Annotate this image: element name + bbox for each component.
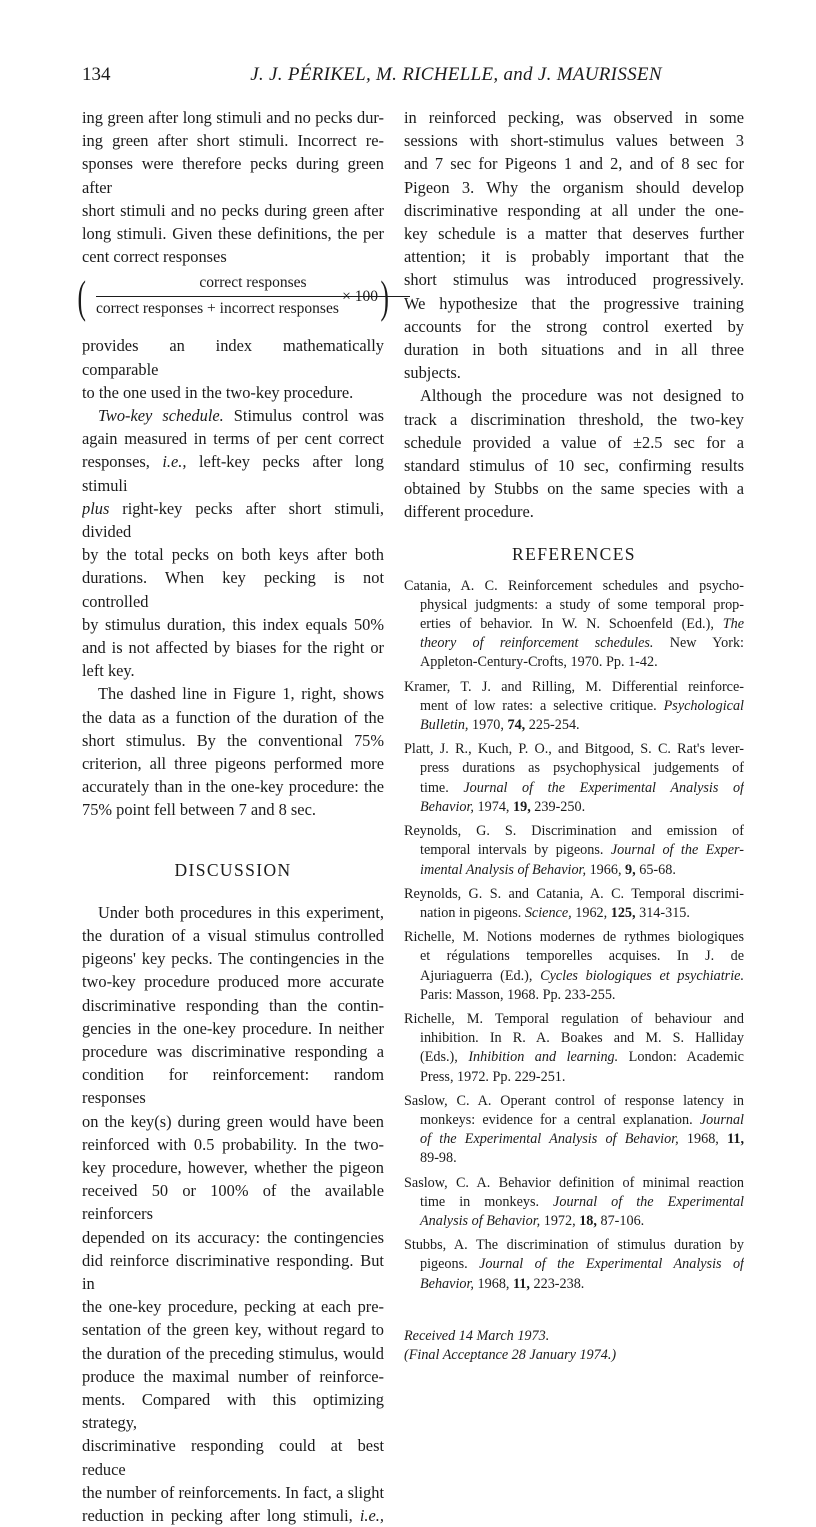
received-date: Received 14 March 1973.: [404, 1327, 550, 1344]
text-line: The dashed line in Figure 1, right, shows: [98, 684, 384, 704]
running-title-authors: J. J. PÉRIKEL, M. RICHELLE, and J. MAURISSEN: [250, 64, 662, 85]
reference-entry: [404, 885, 744, 923]
text-line: discriminative responding than the contin-: [82, 995, 384, 1015]
text-line: short stimulus. By the conventional 75%: [82, 730, 384, 750]
reference-line: Behavior, 1968, 11, 223-238.: [420, 1275, 585, 1292]
reference-entry: [404, 928, 744, 1005]
reference-line: Appleton-Century-Crofts, 1970. Pp. 1-42.: [420, 654, 658, 671]
reference-line: Ajuriaguerra (Ed.), Cycles biologiques et psychiatrie.: [420, 967, 744, 984]
text-line: condition for reinforcement: random responses: [82, 1065, 384, 1108]
text-line: schedule provided a value of ±2.5 sec for a: [404, 432, 744, 452]
reference-line: Analysis of Behavior, 1972, 18, 87-106.: [420, 1212, 645, 1229]
text-line: provides an index mathematically comparable: [82, 336, 384, 379]
reference-line: imental Analysis of Behavior, 1966, 9, 65-68.: [420, 861, 676, 878]
percent-correct-formula: [77, 271, 389, 328]
text-line: accurately than in the one-key procedure: the: [82, 777, 384, 797]
final-acceptance-date: (Final Acceptance 28 January 1974.): [404, 1346, 617, 1363]
reference-line: erties of behavior. In W. N. Schoenfeld (Ed.), The: [420, 616, 744, 633]
text-line: on the key(s) during green would have been: [82, 1111, 384, 1131]
reference-line: pigeons. Journal of the Experimental Analysis of: [420, 1256, 744, 1273]
text-line: durations. When key pecking is not controlled: [82, 568, 384, 611]
run-in-heading: Two-key schedule.: [98, 406, 224, 426]
reference-line: Platt, J. R., Kuch, P. O., and Bitgood, S. C. Rat's lever-: [404, 741, 744, 758]
text-line: the number of reinforcements. In fact, a slight: [82, 1482, 384, 1502]
text-line: obtained by Stubbs on the same species with a: [404, 479, 744, 499]
text-line: did reinforce discriminative responding. But in: [82, 1250, 384, 1293]
text-line: long stimuli. Given these definitions, the per: [82, 224, 384, 244]
formula-denominator: correct responses + incorrect responses: [96, 300, 339, 318]
discussion-heading: DISCUSSION: [174, 859, 292, 880]
text-line: ing green after long stimuli and no pecks dur-: [82, 108, 384, 127]
text-line: the data as a function of the duration of the: [82, 707, 384, 727]
reference-line: time. Journal of the Experimental Analysis of: [420, 779, 744, 796]
text-line: short stimuli and no pecks during green after: [82, 200, 384, 220]
text-line: pigeons' key pecks. The contingencies in the: [82, 949, 384, 969]
reference-line: time in monkeys. Journal of the Experimental: [420, 1193, 744, 1210]
text-line: responses, i.e., left-key pecks after long stimuli: [82, 452, 384, 495]
reference-line: inhibition. In R. A. Boakes and M. S. Halliday: [420, 1030, 744, 1047]
text-line: reduction in pecking after long stimuli, i.e.,: [82, 1505, 384, 1525]
text-line: received 50 or 100% of the available reinforcers: [82, 1181, 384, 1224]
text-line: ments. Compared with this optimizing strategy,: [82, 1389, 384, 1433]
reference-entry: [404, 740, 744, 817]
text-line: track a discrimination threshold, the two-key: [404, 409, 744, 429]
reference-line: (Eds.), Inhibition and learning. London: Academic: [420, 1049, 744, 1066]
text-line: the duration of the preceding stimulus, would: [82, 1343, 384, 1363]
reference-line: Richelle, M. Temporal regulation of behaviour and: [404, 1010, 744, 1027]
text-line: Two-key schedule. Stimulus control was: [98, 406, 384, 426]
text-line: and 7 sec for Pigeons 1 and 2, and of 8 sec for: [404, 154, 744, 174]
reference-entry: [404, 822, 744, 880]
reference-line: monkeys: evidence for a central explanation. Journal: [420, 1111, 744, 1128]
text-line: the duration of a visual stimulus controlled: [82, 925, 384, 945]
text-line: Although the procedure was not designed to: [420, 386, 744, 406]
reference-line: Reynolds, G. S. Discrimination and emission of: [404, 823, 744, 840]
reference-line: 89-98.: [420, 1150, 457, 1167]
paragraph-discussion: [82, 901, 384, 1527]
reference-line: temporal intervals by pigeons. Journal of the Exper-: [420, 842, 744, 859]
text-line: produce the maximal number of reinforce-: [82, 1366, 384, 1386]
text-line: reinforced with 0.5 probability. In the two-: [82, 1134, 384, 1154]
text-line: different procedure.: [404, 502, 534, 522]
formula-multiplier: × 100: [342, 288, 378, 306]
text-line: standard stimulus of 10 sec, confirming results: [404, 456, 744, 476]
reference-line: of the Experimental Analysis of Behavior, 1968, 11,: [420, 1131, 744, 1148]
text-line: depended on its accuracy: the contingencies: [82, 1227, 384, 1247]
text-line: discriminative responding at all under the one-: [404, 200, 744, 220]
text-line: 75% point fell between 7 and 8 sec.: [82, 800, 316, 820]
text-line: sessions with short-stimulus values between 3: [404, 131, 744, 151]
reference-entry: [404, 1092, 744, 1169]
text-line: and is not affected by biases for the right or: [82, 638, 384, 658]
reference-line: physical judgments: a study of some temporal prop-: [420, 596, 744, 613]
reference-line: Bulletin, 1970, 74, 225-254.: [420, 717, 580, 734]
reference-list: [404, 577, 744, 1294]
reference-entry: [404, 678, 744, 736]
text-line: short stimulus was introduced progressively.: [404, 270, 744, 290]
reference-line: Saslow, C. A. Behavior definition of minimal reaction: [404, 1174, 744, 1191]
text-line: left key.: [82, 661, 135, 681]
text-line: the one-key procedure, pecking at each pre-: [82, 1297, 384, 1317]
reference-line: Paris: Masson, 1968. Pp. 233-255.: [420, 986, 616, 1003]
text-line: subjects.: [404, 363, 461, 383]
formula-numerator: correct responses: [199, 274, 307, 292]
reference-line: theory of reinforcement schedules. New York:: [420, 635, 744, 652]
text-line: sentation of the green key, without regard to: [82, 1320, 384, 1340]
text-line: ing green after short stimuli. Incorrect re-: [82, 131, 384, 151]
reference-entry: [404, 1174, 744, 1232]
paragraph-index: [82, 334, 384, 404]
reference-entry: [404, 1236, 744, 1294]
reference-line: Saslow, C. A. Operant control of response latency in: [404, 1092, 744, 1109]
text-line: again measured in terms of per cent correct: [82, 429, 384, 449]
paragraph-dashed-line: [82, 682, 384, 821]
text-line: cent correct responses: [82, 247, 227, 267]
text-line: plus right-key pecks after short stimuli, divided: [82, 498, 384, 542]
right-column: [404, 106, 744, 1365]
text-line: key schedule is a matter that deserves further: [404, 224, 744, 244]
reference-line: ment of low rates: a selective critique. Psychological: [420, 697, 744, 714]
reference-line: Press, 1972. Pp. 229-251.: [420, 1068, 566, 1085]
paragraph-two-key-schedule: [82, 404, 384, 682]
text-line: in reinforced pecking, was observed in some: [404, 108, 744, 127]
paragraph-threshold: [404, 384, 744, 523]
text-line: to the one used in the two-key procedure.: [82, 382, 354, 402]
text-line: discriminative responding could at best reduce: [82, 1436, 384, 1479]
text-line: criterion, all three pigeons performed more: [82, 754, 384, 774]
page-number: 134: [82, 64, 111, 85]
references-heading: REFERENCES: [512, 543, 636, 564]
reference-line: Reynolds, G. S. and Catania, A. C. Temporal discrimi-: [404, 885, 744, 902]
text-line: gencies in the one-key procedure. In neither: [82, 1018, 384, 1038]
text-line: Under both procedures in this experiment,: [98, 902, 384, 922]
text-line: We hypothesize that the progressive training: [404, 293, 744, 313]
reference-line: Behavior, 1974, 19, 239-250.: [420, 798, 586, 815]
reference-line: Kramer, T. J. and Rilling, M. Differential reinforce-: [404, 678, 744, 695]
formula-left-paren: (: [77, 271, 86, 323]
reference-line: Richelle, M. Notions modernes de rythmes biologiques: [404, 929, 744, 946]
paragraph-continuation-right: [404, 106, 744, 384]
running-header: [82, 64, 742, 92]
reference-line: Catania, A. C. Reinforcement schedules and psycho-: [404, 577, 744, 594]
text-line: two-key procedure produced more accurate: [82, 972, 384, 992]
text-line: by stimulus duration, this index equals 50%: [82, 614, 384, 634]
text-line: key procedure, however, whether the pigeon: [82, 1157, 384, 1177]
reference-line: nation in pigeons. Science, 1962, 125, 314-315.: [420, 904, 690, 921]
reference-line: et régulations temporelles acquises. In J. de: [420, 948, 744, 965]
reference-line: press durations as psychophysical judgements of: [420, 760, 744, 777]
reference-entry: [404, 1010, 744, 1087]
text-line: by the total pecks on both keys after both: [82, 545, 384, 565]
formula-right-paren: ): [380, 271, 389, 323]
left-column: [77, 106, 389, 1527]
paragraph-continuation: [82, 106, 384, 268]
text-line: Pigeon 3. Why the organism should develop: [404, 177, 744, 197]
text-line: attention; it is probably important that the: [404, 247, 744, 267]
text-line: sponses were therefore pecks during green after: [82, 154, 384, 197]
text-line: duration in both situations and in all three: [404, 340, 744, 360]
reference-line: Stubbs, A. The discrimination of stimulus duration by: [404, 1237, 744, 1254]
reference-entry: [404, 577, 744, 673]
text-line: accounts for the strong control exerted by: [404, 316, 744, 336]
text-line: procedure was discriminative responding a: [82, 1041, 384, 1061]
